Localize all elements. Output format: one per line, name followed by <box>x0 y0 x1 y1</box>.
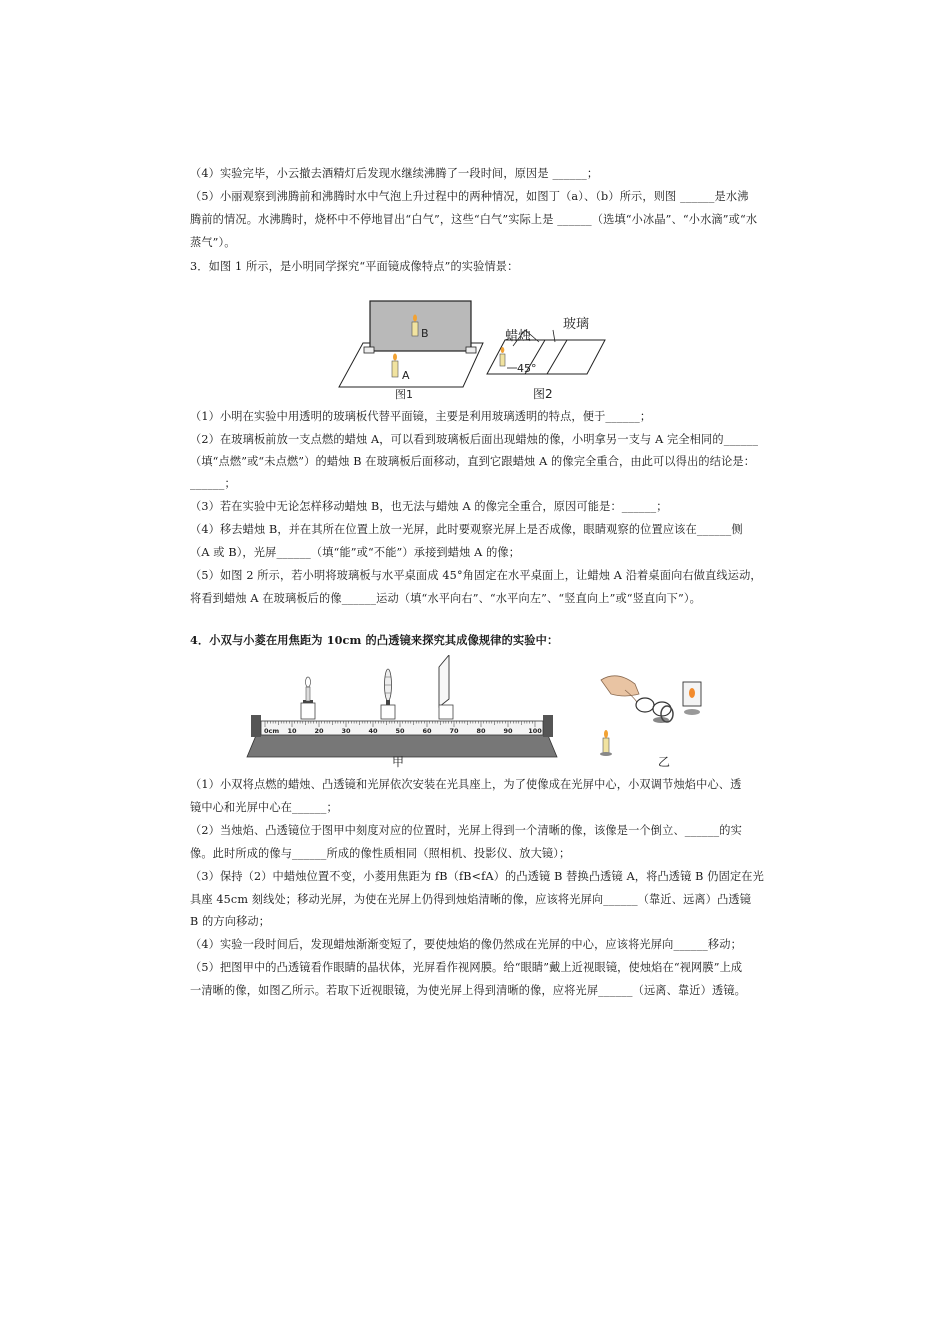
fig2-label-glass: 玻璃 <box>563 317 590 332</box>
ruler-tick-label: 100 <box>528 727 542 735</box>
q2-part5-line2: 腾前的情况。水沸腾时，烧杯中不停地冒出“白气”，这些“白气”实际上是 ______（选填“小冰晶”、“小水滴”或“水 <box>190 213 758 226</box>
fig2-label-candle: 蜡烛 <box>505 329 532 344</box>
q4-part2-line1: （2）当烛焰、凸透镜位于图甲中刻度对应的位置时，光屏上得到一个清晰的像，该像是一个倒立、______的实 <box>190 824 742 837</box>
q4-part3-line1: （3）保持（2）中蜡烛位置不变，小菱用焦距为 fB（fB<fA）的凸透镜 B 替换凸透镜 A，将凸透镜 B 仍固定在光 <box>190 870 764 883</box>
ruler-tick-label: 90 <box>503 727 513 735</box>
fig2-label-angle: 45° <box>517 362 537 375</box>
ruler-tick-label: 70 <box>449 727 459 735</box>
q3-part5-line2: 将看到蜡烛 A 在玻璃板后的像______运动（填“水平向右”、“水平向左”、“竖直向上”或“竖直向下”）。 <box>190 592 701 605</box>
ruler-tick-label: 40 <box>368 727 378 735</box>
q3-part1: （1）小明在实验中用透明的玻璃板代替平面镜，主要是利用玻璃透明的特点，便于______； <box>190 410 652 423</box>
figure-yi-glasses-setup <box>595 660 725 770</box>
q3-part2-line1: （2）在玻璃板前放一支点燃的蜡烛 A，可以看到玻璃板后面出现蜡烛的像，小明拿另一支与 A 完全相同的______ <box>190 433 759 446</box>
ruler-tick-label: 50 <box>395 727 405 735</box>
lens-holder <box>381 669 395 719</box>
q2-part5-line3: 蒸气”）。 <box>190 236 236 249</box>
q4-part5-line1: （5）把图甲中的凸透镜看作眼睛的晶状体，光屏看作视网膜。给“眼睛”戴上近视眼镜，使烛焰在“视网膜”上成 <box>190 961 743 974</box>
ruler-tick-label: 60 <box>422 727 432 735</box>
q3-part2-line2: （填“点燃”或“未点燃”）的蜡烛 B 在玻璃板后面移动，直到它跟蜡烛 A 的像完全重合，由此可以得出的结论是： <box>190 455 756 468</box>
ruler-tick-label: 20 <box>314 727 324 735</box>
candle-holder <box>301 677 315 719</box>
glasses-left-lens-icon <box>636 698 654 712</box>
ruler-tick-label: 80 <box>476 727 486 735</box>
fig1-label-a: A <box>402 369 410 382</box>
q2-part5-line1: （5）小丽观察到沸腾前和沸腾时水中气泡上升过程中的两种情况，如图丁（a）、（b）所示，则图 ______是水沸 <box>190 190 749 203</box>
q4-part1-line2: 镜中心和光屏中心在______； <box>190 801 338 814</box>
q3-part5-line1: （5）如图 2 所示，若小明将玻璃板与水平桌面成 45°角固定在水平桌面上，让蜡烛 A 沿着桌面向右做直线运动， <box>190 569 762 582</box>
figure-2-tilted-glass <box>483 312 608 402</box>
q4-part5-line2: 一清晰的像，如图乙所示。若取下近视眼镜，为使光屏上得到清晰的像，应将光屏______（远离、靠近）透镜。 <box>190 984 746 997</box>
ruler-tick-label: 10 <box>287 727 297 735</box>
q4-intro: 4．小双与小菱在用焦距为 10cm 的凸透镜来探究其成像规律的实验中： <box>190 633 559 647</box>
ruler-tick-label: 30 <box>341 727 351 735</box>
q3-intro: 3．如图 1 所示，是小明同学探究“平面镜成像特点”的实验情景： <box>190 260 519 273</box>
fig-jia-caption: 甲 <box>392 755 405 769</box>
q3-part4-line2: （A 或 B），光屏______（填“能”或“不能”）承接到蜡烛 A 的像； <box>190 546 521 559</box>
figure-jia-optical-bench <box>235 655 570 770</box>
q2-part4: （4）实验完毕，小云撤去酒精灯后发现水继续沸腾了一段时间，原因是 ______； <box>190 167 599 180</box>
q3-part3: （3）若在实验中无论怎样移动蜡烛 B，也无法与蜡烛 A 的像完全重合，原因可能是：______； <box>190 500 668 513</box>
q3-part4-line1: （4）移去蜡烛 B，并在其所在位置上放一光屏，此时要观察光屏上是否成像，眼睛观察的位置应该在______侧 <box>190 523 743 536</box>
q4-part3-line2: 具座 45cm 刻线处；移动光屏，为使在光屏上仍得到烛焰清晰的像，应该将光屏向______（靠近、远离）凸透镜 <box>190 893 752 906</box>
fig1-label-b: B <box>421 327 429 340</box>
q4-part4: （4）实验一段时间后，发现蜡烛渐渐变短了，要使烛焰的像仍然成在光屏的中心，应该将光屏向______移动； <box>190 938 742 951</box>
ruler-tick-label: 0cm <box>264 727 280 735</box>
q4-part3-line3: B 的方向移动； <box>190 915 271 928</box>
fig1-caption: 图1 <box>395 388 413 401</box>
fig-yi-caption: 乙 <box>658 755 671 769</box>
q3-part2-line3: ______； <box>190 477 236 490</box>
figure-1-plane-mirror <box>335 298 485 402</box>
screen-holder <box>439 655 453 719</box>
q4-part1-line1: （1）小双将点燃的蜡烛、凸透镜和光屏依次安装在光具座上，为了使像成在光屏中心，小双调节烛焰中心、透 <box>190 778 742 791</box>
fig2-caption: 图2 <box>533 387 553 401</box>
q4-part2-line2: 像。此时所成的像与______所成的像性质相同（照相机、投影仪、放大镜）； <box>190 847 571 860</box>
